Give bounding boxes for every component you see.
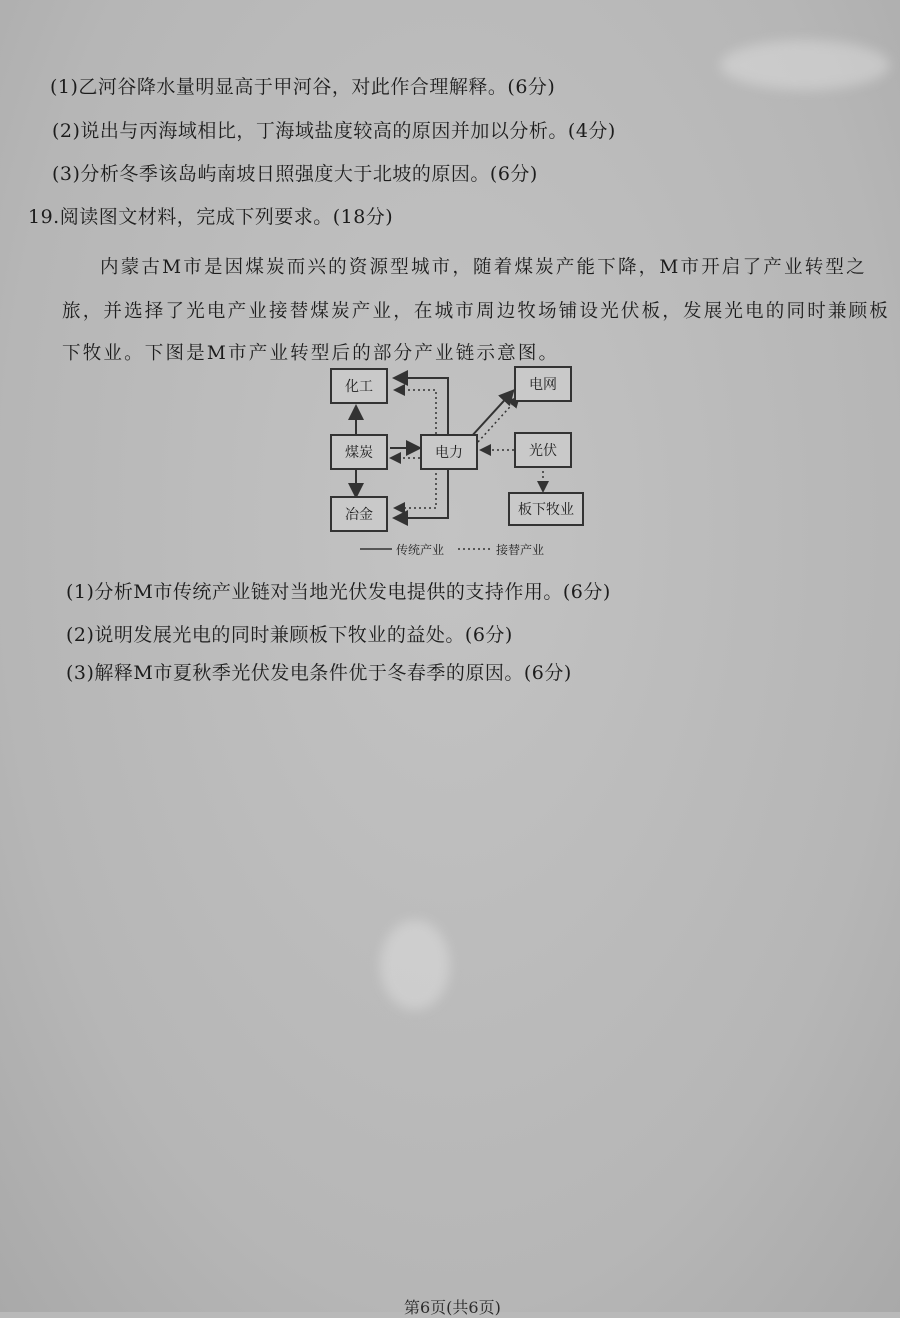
arrow-power-to-chemical [396, 378, 448, 434]
arrow-power-to-metallurgy [396, 468, 448, 518]
node-metallurgy-label: 冶金 [345, 507, 373, 523]
industry-chain-diagram [320, 362, 590, 562]
node-under-panel-grazing [508, 492, 584, 526]
arrow-power-to-grid-dotted [478, 398, 518, 442]
node-chemical-label: 化工 [345, 379, 373, 395]
center-smudge [380, 920, 450, 1010]
page-footer: 第6页(共6页) [404, 1298, 501, 1317]
node-power-label: 电力 [435, 445, 463, 461]
node-pv-label: 光伏 [529, 443, 557, 459]
arrow-power-to-metallurgy-dotted [396, 468, 436, 508]
legend-successor: 接替产业 [496, 543, 545, 557]
node-coal-label: 煤炭 [345, 445, 373, 461]
node-coal [330, 434, 388, 470]
prev-question-2: (2)说出与丙海域相比，丁海域盐度较高的原因并加以分析。(4分) [52, 120, 616, 142]
legend-traditional: 传统产业 [396, 543, 445, 557]
node-grid-label: 电网 [529, 377, 557, 393]
arrow-power-to-chemical-dotted [396, 390, 436, 434]
material-line-2: 旅，并选择了光电产业接替煤炭产业，在城市周边牧场铺设光伏板，发展光电的同时兼顾板 [62, 301, 891, 322]
sub-question-3: (3)解释M市夏秋季光伏发电条件优于冬春季的原因。(6分) [66, 662, 572, 684]
sub-question-1: (1)分析M市传统产业链对当地光伏发电提供的支持作用。(6分) [66, 581, 611, 603]
node-chemical [330, 368, 388, 404]
prev-question-1: (1)乙河谷降水量明显高于甲河谷，对此作合理解释。(6分) [50, 76, 556, 98]
sub-question-2: (2)说明发展光电的同时兼顾板下牧业的益处。(6分) [66, 624, 513, 646]
arrow-power-to-grid [470, 392, 512, 438]
node-grid [514, 366, 572, 402]
material-line-3: 下牧业。下图是M市产业转型后的部分产业链示意图。 [62, 343, 560, 364]
node-power [420, 434, 478, 470]
top-right-smudge [720, 40, 890, 90]
question-19-heading: 19.阅读图文材料，完成下列要求。(18分) [28, 206, 394, 228]
node-pv [514, 432, 572, 468]
node-under-panel-label: 板下牧业 [518, 502, 574, 518]
prev-question-3: (3)分析冬季该岛屿南坡日照强度大于北坡的原因。(6分) [52, 163, 538, 185]
node-metallurgy [330, 496, 388, 532]
material-line-1: 内蒙古M市是因煤炭而兴的资源型城市，随着煤炭产能下降，M市开启了产业转型之 [100, 257, 867, 278]
